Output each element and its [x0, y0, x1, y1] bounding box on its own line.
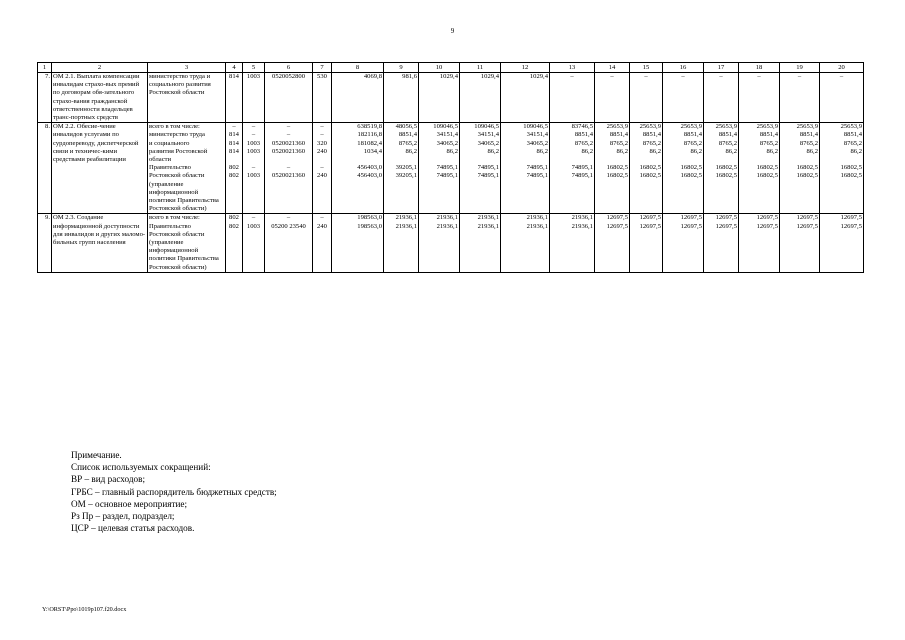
column-number: 6 — [265, 63, 313, 73]
table-row — [38, 214, 864, 223]
column-number: 1 — [38, 63, 52, 73]
value-cell: – — [663, 73, 704, 123]
column-number: 11 — [460, 63, 501, 73]
value-cell: 16802,5 — [595, 164, 630, 172]
value-cell: – — [313, 214, 332, 223]
column-number: 3 — [148, 63, 226, 73]
value-cell: 34065,2 — [419, 140, 460, 148]
table-row — [38, 73, 864, 123]
executor-cell: министерство труда и социального развития Ростовской области — [148, 73, 226, 123]
value-cell: 25653,9 — [663, 123, 704, 132]
value-cell: 16802,5 — [704, 164, 739, 172]
value-cell: 8851,4 — [663, 131, 704, 139]
column-number: 20 — [820, 63, 864, 73]
value-cell: 74895,1 — [501, 164, 550, 172]
value-cell: 86,2 — [460, 148, 501, 164]
value-cell: 16802,5 — [739, 172, 780, 214]
row-number: 8. — [38, 123, 52, 214]
note-line: ОМ – основное мероприятие; — [71, 498, 188, 509]
value-cell: 21936,1 — [384, 223, 419, 273]
value-cell: 21936,1 — [550, 214, 595, 223]
value-cell: 12697,5 — [630, 214, 663, 223]
value-cell: – — [243, 123, 265, 132]
column-number: 17 — [704, 63, 739, 73]
executor-cell: министерство труда — [148, 131, 226, 139]
value-cell: 25653,9 — [739, 123, 780, 132]
activity-title: ОМ 2.1. Выплата компенсации инвалидам страхо-вых премий по договорам обя-зательного страхо-вания гражданской ответственности владельцев транс-портных средств — [52, 73, 148, 123]
value-cell: 12697,5 — [704, 223, 739, 273]
table-row — [38, 131, 864, 139]
value-cell: – — [630, 73, 663, 123]
value-cell: 25653,9 — [780, 123, 820, 132]
value-cell: 25653,9 — [595, 123, 630, 132]
value-cell: 240 — [313, 148, 332, 164]
note-line: Примечание. — [71, 450, 122, 460]
value-cell: 16802,5 — [820, 172, 864, 214]
activity-title: ОМ 2.2. Обесие-чение инвалидов услугами по сурдопереводу, диспетчерской связи и техничес-кими средствами реабилитации — [52, 123, 148, 214]
value-cell: – — [243, 214, 265, 223]
value-cell: 16802,5 — [780, 172, 820, 214]
page-number: 9 — [450, 27, 455, 35]
value-cell: 12697,5 — [780, 214, 820, 223]
value-cell: 814 — [226, 140, 243, 148]
column-number: 8 — [332, 63, 384, 73]
value-cell: 8851,4 — [820, 131, 864, 139]
value-cell: 802 — [226, 164, 243, 172]
value-cell: 8765,2 — [595, 140, 630, 148]
column-number: 2 — [52, 63, 148, 73]
value-cell: 198563,0 — [332, 214, 384, 223]
value-cell: 21936,1 — [384, 214, 419, 223]
value-cell: 12697,5 — [780, 223, 820, 273]
value-cell: – — [265, 131, 313, 139]
column-number: 7 — [313, 63, 332, 73]
value-cell: 12697,5 — [663, 214, 704, 223]
value-cell: 21936,1 — [501, 214, 550, 223]
column-number: 4 — [226, 63, 243, 73]
column-number: 9 — [384, 63, 419, 73]
value-cell: 21936,1 — [550, 223, 595, 273]
value-cell: 16802,5 — [663, 172, 704, 214]
value-cell: 8851,4 — [630, 131, 663, 139]
value-cell: 16802,5 — [663, 164, 704, 172]
executor-cell: всего в том числе: — [148, 123, 226, 132]
value-cell: 240 — [313, 223, 332, 273]
value-cell: 34151,4 — [460, 131, 501, 139]
value-cell: 638519,8 — [332, 123, 384, 132]
value-cell: 456403,0 — [332, 172, 384, 214]
value-cell: 21936,1 — [419, 223, 460, 273]
value-cell: 34151,4 — [419, 131, 460, 139]
table-row — [38, 140, 864, 148]
value-cell: – — [226, 123, 243, 132]
value-cell: – — [313, 131, 332, 139]
value-cell: 86,2 — [663, 148, 704, 164]
value-cell: 8765,2 — [630, 140, 663, 148]
value-cell: – — [313, 123, 332, 132]
value-cell: 21936,1 — [501, 223, 550, 273]
value-cell: 530 — [313, 73, 332, 123]
value-cell: 12697,5 — [704, 214, 739, 223]
value-cell: 21936,1 — [460, 214, 501, 223]
value-cell: 8851,4 — [704, 131, 739, 139]
value-cell: 1029,4 — [419, 73, 460, 123]
value-cell: 8765,2 — [384, 140, 419, 148]
value-cell: 8765,2 — [663, 140, 704, 148]
executor-cell: Правительство Ростовской области (управление информационной политики Правительства Ростовской области) — [148, 223, 226, 273]
value-cell: 74895,1 — [550, 172, 595, 214]
value-cell: – — [265, 123, 313, 132]
value-cell: 16802,5 — [780, 164, 820, 172]
value-cell: 1003 — [243, 73, 265, 123]
value-cell: 16802,5 — [595, 172, 630, 214]
value-cell: 86,2 — [704, 148, 739, 164]
table-row — [38, 172, 864, 214]
value-cell: 1003 — [243, 140, 265, 148]
value-cell: 8765,2 — [820, 140, 864, 148]
value-cell: 83746,5 — [550, 123, 595, 132]
note-line: ГРБС – главный распорядитель бюджетных средств; — [71, 486, 277, 497]
file-path-footer: Y:\ORST\Ppo\1019p107.f20.docx — [42, 606, 127, 613]
value-cell: 4069,8 — [332, 73, 384, 123]
value-cell: 8851,4 — [384, 131, 419, 139]
value-cell: 182116,8 — [332, 131, 384, 139]
value-cell: – — [820, 73, 864, 123]
column-number: 13 — [550, 63, 595, 73]
value-cell: 320 — [313, 140, 332, 148]
value-cell: 814 — [226, 148, 243, 164]
value-cell: 109046,5 — [460, 123, 501, 132]
value-cell: 0520021360 — [265, 140, 313, 148]
value-cell: – — [265, 214, 313, 223]
value-cell: 8765,2 — [550, 140, 595, 148]
note-line: Рз Пр – раздел, подраздел; — [71, 511, 175, 522]
value-cell: 74895,1 — [460, 172, 501, 214]
value-cell: 25653,9 — [704, 123, 739, 132]
row-number: 9. — [38, 214, 52, 272]
value-cell: 1003 — [243, 148, 265, 164]
value-cell: 86,2 — [419, 148, 460, 164]
value-cell: 34065,2 — [501, 140, 550, 148]
column-number: 16 — [663, 63, 704, 73]
value-cell: 25653,9 — [630, 123, 663, 132]
column-number: 14 — [595, 63, 630, 73]
column-number: 12 — [501, 63, 550, 73]
value-cell: 802 — [226, 214, 243, 223]
value-cell: 109046,5 — [419, 123, 460, 132]
executor-cell: развития Ростовской области — [148, 148, 226, 164]
value-cell: 802 — [226, 172, 243, 214]
executor-cell: всего в том числе: — [148, 214, 226, 223]
value-cell: 8765,2 — [704, 140, 739, 148]
note-line: Список используемых сокращений: — [71, 462, 211, 473]
value-cell: 86,2 — [820, 148, 864, 164]
value-cell: 74895,1 — [419, 172, 460, 214]
column-number: 15 — [630, 63, 663, 73]
value-cell: 86,2 — [739, 148, 780, 164]
value-cell: 12697,5 — [595, 214, 630, 223]
table-row — [38, 164, 864, 172]
value-cell: 12697,5 — [595, 223, 630, 273]
value-cell: 16802,5 — [630, 164, 663, 172]
value-cell: 1029,4 — [501, 73, 550, 123]
value-cell: – — [313, 164, 332, 172]
value-cell: – — [704, 73, 739, 123]
budget-table — [37, 62, 864, 273]
header-row — [38, 63, 864, 73]
value-cell: 86,2 — [630, 148, 663, 164]
value-cell: 86,2 — [501, 148, 550, 164]
value-cell: 74895,1 — [460, 164, 501, 172]
value-cell: 814 — [226, 131, 243, 139]
value-cell: 74895,1 — [501, 172, 550, 214]
value-cell: 8765,2 — [780, 140, 820, 148]
value-cell: – — [265, 164, 313, 172]
value-cell: 12697,5 — [739, 214, 780, 223]
column-number: 18 — [739, 63, 780, 73]
value-cell: 34065,2 — [460, 140, 501, 148]
value-cell: 74895,1 — [419, 164, 460, 172]
value-cell: 39205,1 — [384, 164, 419, 172]
value-cell: 39205,1 — [384, 172, 419, 214]
note-line: ЦСР – целевая статья расходов. — [71, 523, 195, 534]
notes-block — [71, 449, 277, 534]
value-cell: 8851,4 — [550, 131, 595, 139]
value-cell: 12697,5 — [663, 223, 704, 273]
value-cell: 802 — [226, 223, 243, 273]
executor-cell: Ростовской области (управление информационной политики Правительства Ростовской области) — [148, 172, 226, 214]
value-cell: 74895,1 — [550, 164, 595, 172]
value-cell: 1034,4 — [332, 148, 384, 164]
value-cell: – — [550, 73, 595, 123]
table-row — [38, 123, 864, 132]
value-cell: 86,2 — [384, 148, 419, 164]
value-cell: 86,2 — [550, 148, 595, 164]
value-cell: 0520021360 — [265, 172, 313, 214]
value-cell: 0520021360 — [265, 148, 313, 164]
value-cell: 12697,5 — [820, 214, 864, 223]
value-cell: 12697,5 — [739, 223, 780, 273]
value-cell: 198563,0 — [332, 223, 384, 273]
value-cell: 12697,5 — [630, 223, 663, 273]
value-cell: 109046,5 — [501, 123, 550, 132]
value-cell: – — [595, 73, 630, 123]
value-cell: 8851,4 — [780, 131, 820, 139]
value-cell: 16802,5 — [704, 172, 739, 214]
table-row — [38, 148, 864, 164]
value-cell: 86,2 — [780, 148, 820, 164]
value-cell: 8851,4 — [739, 131, 780, 139]
column-number: 19 — [780, 63, 820, 73]
value-cell: – — [780, 73, 820, 123]
activity-title: ОМ 2.3. Создание информационной доступности для инвалидов и других маломо-бильных групп населения — [52, 214, 148, 272]
value-cell: 981,6 — [384, 73, 419, 123]
value-cell: 1029,4 — [460, 73, 501, 123]
value-cell: 814 — [226, 73, 243, 123]
value-cell: 21936,1 — [460, 223, 501, 273]
value-cell: – — [243, 164, 265, 172]
executor-cell: и социального — [148, 140, 226, 148]
value-cell: 25653,9 — [820, 123, 864, 132]
value-cell: 8851,4 — [595, 131, 630, 139]
value-cell: 16802,5 — [820, 164, 864, 172]
note-line: ВР – вид расходов; — [71, 474, 146, 485]
value-cell: 05200 23540 — [265, 223, 313, 273]
value-cell: 34151,4 — [501, 131, 550, 139]
value-cell: 86,2 — [595, 148, 630, 164]
value-cell: 16802,5 — [739, 164, 780, 172]
value-cell: 21936,1 — [419, 214, 460, 223]
row-number: 7. — [38, 73, 52, 123]
value-cell: 1003 — [243, 172, 265, 214]
column-number: 5 — [243, 63, 265, 73]
value-cell: 181082,4 — [332, 140, 384, 148]
value-cell: 240 — [313, 172, 332, 214]
value-cell: 12697,5 — [820, 223, 864, 273]
value-cell: – — [243, 131, 265, 139]
executor-cell: Правительство — [148, 164, 226, 172]
value-cell: 8765,2 — [739, 140, 780, 148]
value-cell: 16802,5 — [630, 172, 663, 214]
value-cell: – — [739, 73, 780, 123]
value-cell: 456403,0 — [332, 164, 384, 172]
value-cell: 0520052800 — [265, 73, 313, 123]
table-row — [38, 223, 864, 273]
value-cell: 1003 — [243, 223, 265, 273]
column-number: 10 — [419, 63, 460, 73]
value-cell: 48056,5 — [384, 123, 419, 132]
